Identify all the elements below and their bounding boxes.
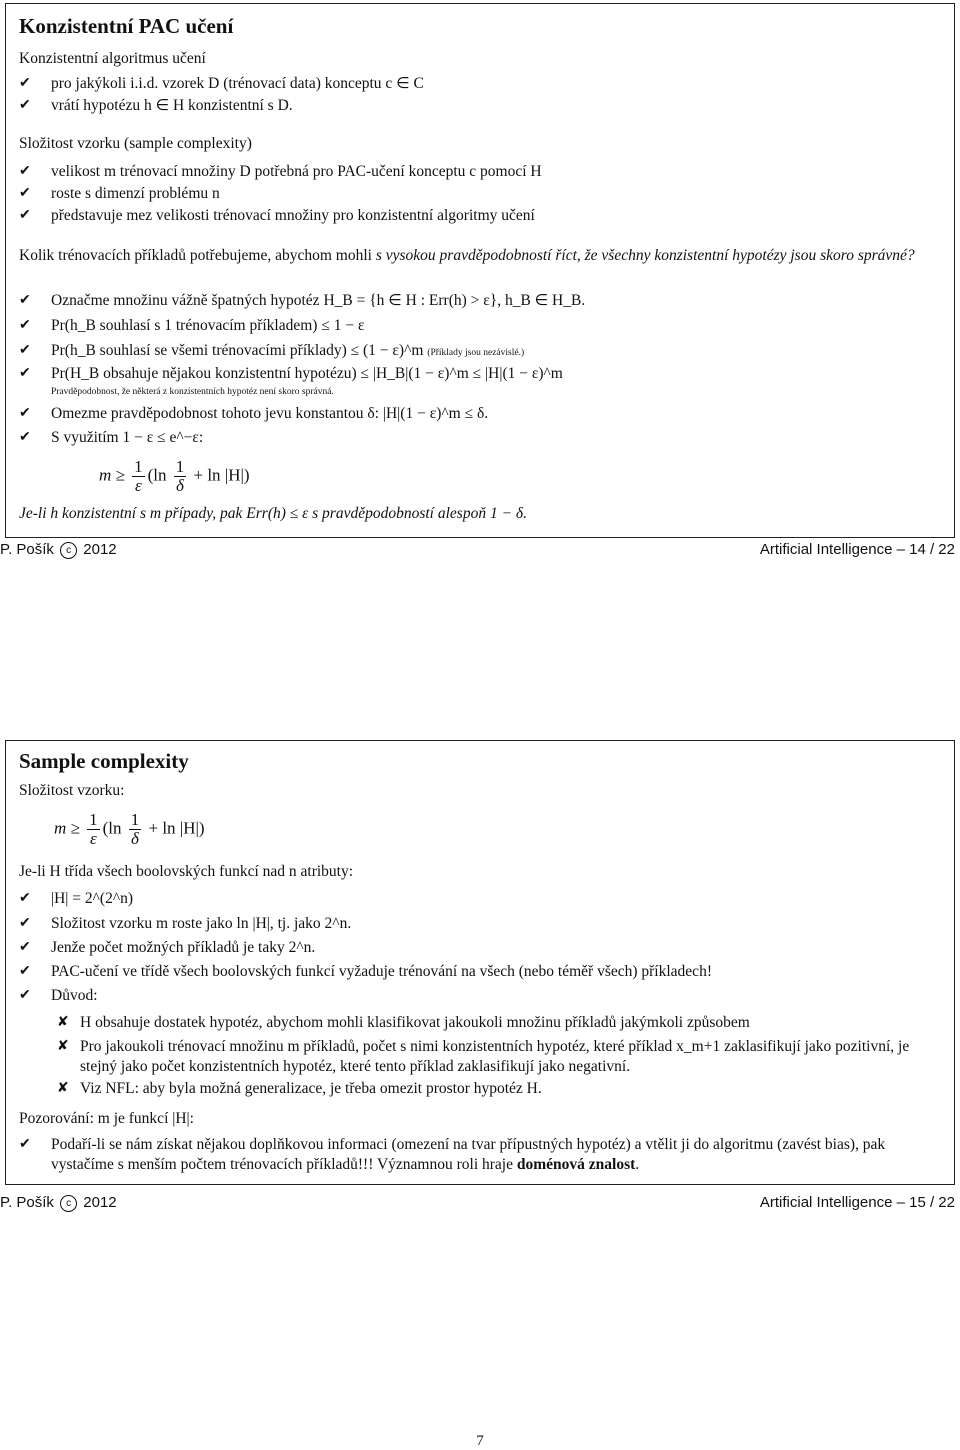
author: P. Pošík [0, 1194, 54, 1211]
fraction: $\frac{1}{\delta}$ [130, 810, 140, 848]
check-icon: ✔ [19, 940, 31, 955]
note-independent: (Příklady jsou nezávislé.) [427, 348, 525, 358]
conclusion: Je-li h konzistentní s m případy, pak Err(h) ≤ ε s pravděpodobností alespoň 1 − δ. [19, 505, 527, 522]
section-heading: Složitost vzorku (sample complexity) [19, 135, 252, 152]
list-item: ✔ Podaří-li se nám získat nějakou doplňkovou informaci (omezení na tvar přípustných hypotéz) a vtělit ji do algoritmu (zavést bias), pak vystačíme s menším počtem trénovacích příkladů!!! Významnou roli hraje doménová znalost. [19, 1136, 886, 1173]
subtitle: Konzistentní algoritmus učení [19, 50, 206, 67]
sub-list-item: ✘ Pro jakoukoli trénovací množinu m příkladů, počet s nimi konzistentních hypotéz, které příklad x_m+1 zaklasifikují jako pozitivní, je stejný jako počet konzistentních hypotéz, které tento příklad zaklasifikují jako negativní. [57, 1038, 910, 1075]
copyright-icon: c [60, 1195, 77, 1212]
copyright-icon: c [60, 542, 77, 559]
check-icon: ✔ [19, 98, 31, 113]
check-icon: ✔ [19, 964, 31, 979]
fraction: $\frac{1}{\varepsilon}$ [89, 810, 98, 848]
check-icon: ✔ [19, 164, 31, 179]
page-indicator: Artificial Intelligence – 14 / 22 [759, 541, 955, 558]
sample-complexity-formula: m ≥ $\frac{1}{\varepsilon}$ (ln $\frac{1}{\delta}$ + ln |H|) [54, 810, 205, 848]
check-icon: ✔ [19, 293, 31, 308]
check-icon: ✔ [19, 186, 31, 201]
page-indicator: Artificial Intelligence – 15 / 22 [759, 1194, 955, 1211]
check-icon: ✔ [19, 406, 31, 421]
check-icon: ✔ [19, 208, 31, 223]
slide-14: Konzistentní PAC učení Konzistentní algoritmus učení ✔ pro jakýkoli i.i.d. vzorek D (trénovací data) konceptu c ∈ C ✔ vrátí hypotézu h ∈ H konzistentní s D. Složitost vzorku (sample complexity) ✔ velikost m trénovací množiny D potřebná pro PAC-učení konceptu c pomocí H ✔ roste s dimenzí problému n ✔ představuje mez velikosti trénovací množiny pro konzistentní algoritmy učení Kolik trénovacích příkladů potřebujeme, abychom mohli s vysokou pravděpodobností říct, že všechny konzistentní hypotézy jsou skoro správné? ✔ Označme množinu vážně špatných hypotéz H_B = {h ∈ H : Err(h) > ε}, h_B ∈ H_B. ✔ Pr(h_B souhlasí s 1 trénovacím příkladem) ≤ 1 − ε ✔ Pr(h_B souhlasí se všemi trénovacími příklady) ≤ (1 − ε)^m (Příklady jsou nezávislé.) ✔ Pr(H_B obsahuje nějakou konzistentní hypotézu) ≤ |H_B|(1 − ε)^m ≤ |H|(1 − ε)^m Pravděpodobnost, že některá z konzistentních hypotéz není skoro správná. ✔ Omezme pravděpodobnost tohoto jevu konstantou δ: |H|(1 − ε)^m ≤ δ. ✔ S využitím 1 − ε ≤ e^−ε: m ≥ $\frac{1}{\varepsilon}$ (ln $\frac{1}{\delta}$ + ln |H|) Je-li h konzistentní s m případy, pak Err(h) ≤ ε s pravděpodobností alespoň 1 − δ. [5, 3, 955, 538]
cross-icon: ✘ [57, 1081, 69, 1096]
fraction: $\frac{1}{\varepsilon}$ [134, 457, 143, 495]
sample-complexity-formula: m ≥ $\frac{1}{\varepsilon}$ (ln $\frac{1}{\delta}$ + ln |H|) [99, 457, 250, 495]
slide-title: Sample complexity [19, 749, 189, 773]
check-icon: ✔ [19, 916, 31, 931]
check-icon: ✔ [19, 891, 31, 906]
fraction: $\frac{1}{\delta}$ [175, 457, 185, 495]
check-icon: ✔ [19, 318, 31, 333]
check-icon: ✔ [19, 988, 31, 1003]
check-icon: ✔ [19, 430, 31, 445]
author: P. Pošík [0, 541, 54, 558]
check-icon: ✔ [19, 366, 31, 381]
slide-title: Konzistentní PAC učení [19, 14, 234, 38]
question-paragraph: Kolik trénovacích příkladů potřebujeme, abychom mohli s vysokou pravděpodobností říct, že všechny konzistentní hypotézy jsou skoro správné? [19, 247, 915, 264]
intro: Je-li H třída všech boolovských funkcí nad n atributy: [19, 863, 354, 880]
check-icon: ✔ [19, 1137, 31, 1152]
page-number: 7 [476, 1433, 484, 1449]
cross-icon: ✘ [57, 1015, 69, 1030]
check-icon: ✔ [19, 343, 31, 358]
cross-icon: ✘ [57, 1039, 69, 1054]
domain-knowledge: doménová znalost [516, 1156, 636, 1173]
subtitle: Složitost vzorku: [19, 782, 125, 799]
check-icon: ✔ [19, 76, 31, 91]
observation: Pozorování: m je funkcí |H|: [19, 1110, 194, 1127]
slide-15: Sample complexity Složitost vzorku: m ≥ $\frac{1}{\varepsilon}$ (ln $\frac{1}{\delta}$ + ln |H|) Je-li H třída všech boolovských funkcí nad n atributy: ✔ |H| = 2^(2^n) ✔ Složitost vzorku m roste jako ln |H|, tj. jako 2^n. ✔ Jenže počet možných příkladů je taky 2^n. ✔ PAC-učení ve třídě všech boolovských funkcí vyžaduje trénování na všech (nebo téměř všech) příkladech! ✔ Důvod: ✘ H obsahuje dostatek hypotéz, abychom mohli klasifikovat jakoukoli množinu příkladů jakýmkoli způsobem ✘ Pro jakoukoli trénovací množinu m příkladů, počet s nimi konzistentních hypotéz, které příklad x_m+1 zaklasifikují jako pozitivní, je stejný jako počet konzistentních hypotéz, které tento příklad zaklasifikují jako negativní. ✘ Viz NFL: aby byla možná generalizace, je třeba omezit prostor hypotéz H. Pozorování: m je funkcí |H|: ✔ Podaří-li se nám získat nějakou doplňkovou informaci (omezení na tvar přípustných hypotéz) a vtělit ji do algoritmu (zavést bias), pak vystačíme s menším počtem trénovacích příkladů!!! Významnou roli hraje doménová znalost. [5, 740, 955, 1185]
